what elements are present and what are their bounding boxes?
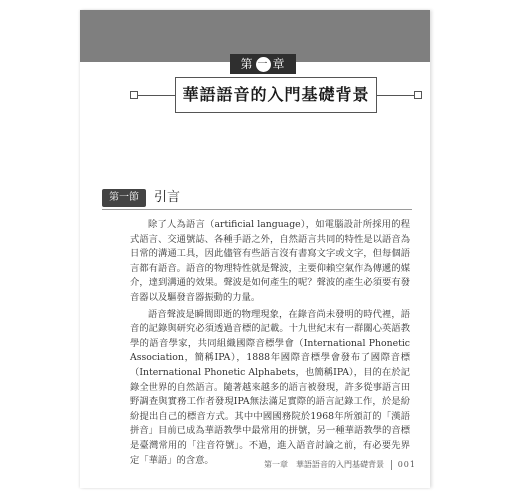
page-footer xyxy=(80,458,430,472)
chapter-tag-left: 第 xyxy=(240,57,254,71)
paragraph: 除了人為語言（artificial language），如電腦設計所採用的程式語言、交通號誌、各種手語之外，自然語言共同的特性是以語音為日常的溝通工具，因此儘管有些語言沒有書寫文字或文字，但每個語言都有語音。語音的物理特性就是聲波，主要仰賴空氣作為傳遞的媒介，達到溝通的效果。聲波是如何產生的呢？聲波的產生必須要有發音器以及驅發音器振動的力量。 xyxy=(130,219,410,303)
chapter-title-box xyxy=(175,77,377,113)
paragraph: 語音聲波是瞬間即逝的物理現象，在錄音尚未發明的時代裡，語音的記錄與研究必須透過音標的記載。十九世紀末有一群關心英語教學的語音學家，共同組織國際音標學會（International Phonetic Association，簡稱IPA），1888年國際音標學會發布了國際音標（International Phonetic Alphabets，也簡稱IPA），目的在於記錄全世界的自然語言。隨著越來越多的語言被發現，許多從事語言田野調查與實務工作者發現IPA無法滿足實際的語言記錄工作，於是紛紛提出自己的標音方式。其中中國國務院於1968年所頒訂的「漢語拼音」目前已成為華語教學中最常用的拼號，另一種華語教學的音標是臺灣常用的「注音符號」。不過，進入語音討論之前，有必要先界定「華語」的含意。 xyxy=(130,308,410,466)
title-ornament-left xyxy=(136,95,176,96)
title-ornament-corner-left xyxy=(130,91,138,99)
section-heading xyxy=(102,189,412,209)
page-number: 001 xyxy=(397,460,416,469)
chapter-number: 一 xyxy=(257,59,269,70)
title-ornament-corner-right xyxy=(414,91,422,99)
section-title: 引言 xyxy=(154,190,181,205)
chapter-tag xyxy=(230,54,296,74)
section-divider xyxy=(102,209,412,210)
chapter-tag-right: 章 xyxy=(272,57,286,71)
running-footer: 第一章 華語語音的入門基礎背景 xyxy=(264,460,384,469)
body-text xyxy=(130,218,410,470)
section-tag: 第一節 xyxy=(102,189,146,207)
title-ornament-right xyxy=(376,95,416,96)
book-page xyxy=(80,10,430,488)
footer-divider xyxy=(391,460,392,470)
chapter-title: 華語語音的入門基礎背景 xyxy=(182,85,370,104)
